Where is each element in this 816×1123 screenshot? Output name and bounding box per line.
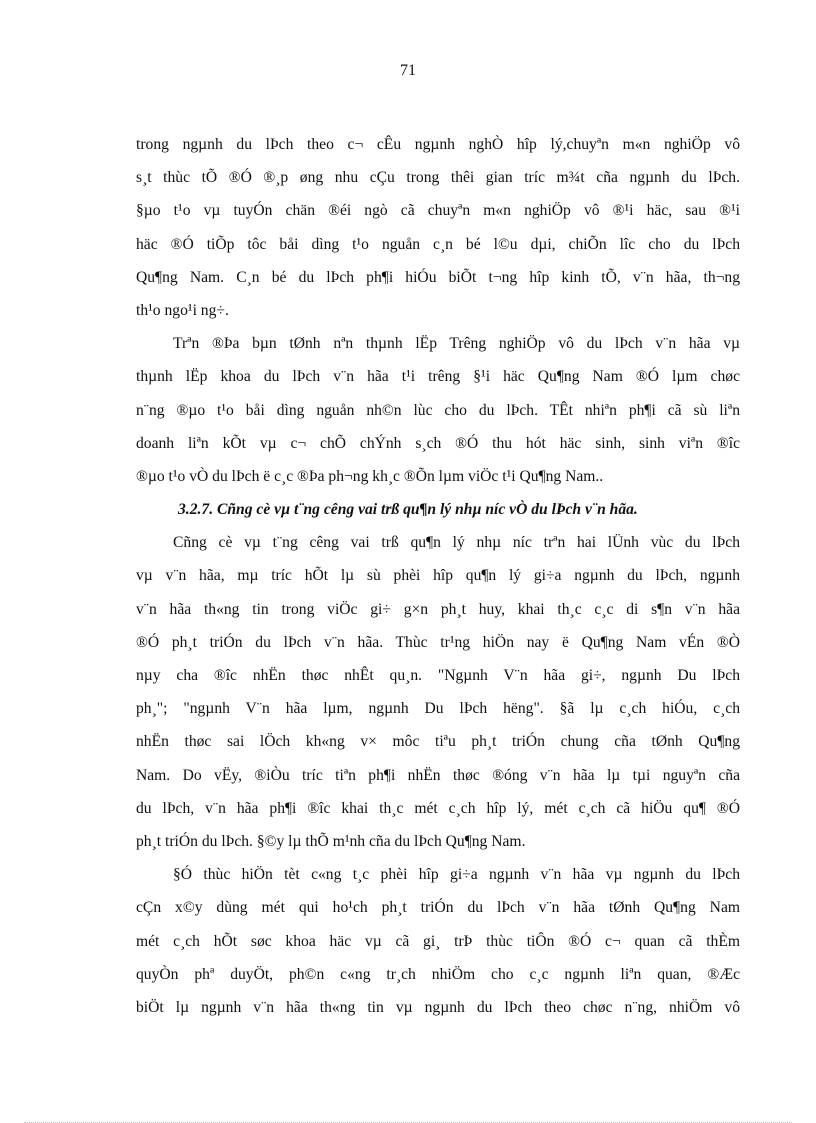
body-text [136, 128, 740, 1024]
paragraph [136, 128, 740, 327]
text-line: biÖt lµ ngµnh v¨n hãa th«ng tin vµ ngµnh du lÞch theo chøc n¨ng, nhiÖm vô [136, 998, 740, 1016]
text-line: Nam. Do vËy, ®iÒu tríc tiªn ph¶i nhËn thøc ®óng v¨n hãa lµ tµi nguyªn cña [136, 766, 740, 784]
text-line: ph¸"; "ngµnh V¨n hãa lµm, ngµnh Du lÞch hëng". §ã lµ c¸ch hiÓu, c¸ch [136, 700, 740, 718]
text-line: v¨n hãa th«ng tin trong viÖc gi÷ g×n ph¸t huy, khai th¸c c¸c di s¶n v¨n hãa [136, 600, 740, 618]
text-line: trong ngµnh du lÞch theo c¬ cÊu ngµnh nghÒ hîp lý,chuyªn m«n nghiÖp vô [136, 136, 740, 153]
text-line: quyÒn phª duyÖt, ph©n c«ng tr¸ch nhiÖm cho c¸c ngµnh liªn quan, ®Æc [136, 965, 740, 983]
paragraph [136, 526, 740, 858]
text-line: nµy cha ®îc nhËn thøc nhÊt qu¸n. "Ngµnh V¨n hãa gi÷, ngµnh Du lÞch [136, 667, 740, 684]
page-number: 71 [400, 62, 416, 79]
text-line: nhËn thøc sai lÖch kh«ng v× môc tiªu ph¸t triÓn chung cña tØnh Qu¶ng [136, 733, 740, 751]
text-line: vµ v¨n hãa, mµ tríc hÕt lµ sù phèi hîp qu¶n lý gi÷a ngµnh du lÞch, ngµnh [136, 567, 740, 585]
text-line: s¸t thùc tÕ ®Ó ®¸p øng nhu cÇu trong thêi gian tríc m¾t cña ngµnh du lÞch. [136, 169, 740, 187]
text-line: th¹o ngo¹i ng÷. [136, 301, 229, 319]
text-line: ph¸t triÓn du lÞch. §©y lµ thÕ m¹nh cña du lÞch Qu¶ng Nam. [136, 832, 526, 850]
text-line: doanh liªn kÕt vµ c¬ chÕ chÝnh s¸ch ®Ó thu hót häc sinh, sinh viªn ®îc [136, 434, 740, 452]
text-line: ®µo t¹o vÒ du lÞch ë c¸c ®Þa ph¬ng kh¸c ®Õn lµm viÖc t¹i Qu¶ng Nam.. [136, 467, 604, 485]
text-line: ®Ó ph¸t triÓn du lÞch v¨n hãa. Thùc tr¹ng hiÖn nay ë Qu¶ng Nam vÉn ®Ò [136, 633, 740, 651]
text-line: §Ó thùc hiÖn tèt c«ng t¸c phèi hîp gi÷a ngµnh v¨n hãa vµ ngµnh du lÞch [173, 866, 740, 884]
section-heading: 3.2.7. Cñng cè vµ t¨ng cêng vai trß qu¶n lý nhµ níc vÒ du lÞch v¨n hãa. [178, 501, 638, 519]
paragraph [136, 327, 740, 493]
text-line: Cñng cè vµ t¨ng cêng vai trß qu¶n lý nhµ níc trªn hai lÜnh vùc du lÞch [173, 534, 740, 552]
text-line: häc ®Ó tiÕp tôc båi dìng t¹o nguån c¸n bé l©u dµi, chiÕn lîc cho du lÞch [136, 235, 740, 253]
text-line: mét c¸ch hÕt søc khoa häc vµ cã gi¸ trÞ thùc tiÔn ®Ó c¬ quan cã thÈm [136, 932, 740, 950]
text-line: n¨ng ®µo t¹o båi dìng nguån nh©n lùc cho du lÞch. TÊt nhiªn ph¶i cã sù liªn [136, 401, 740, 419]
paragraph [136, 858, 740, 1024]
text-line: cÇn x©y dùng mét qui ho¹ch ph¸t triÓn du lÞch v¨n hãa tØnh Qu¶ng Nam [136, 899, 740, 917]
text-line: §µo t¹o vµ tuyÓn chän ®éi ngò cã chuyªn m«n nghiÖp vô ®¹i häc, sau ®¹i [136, 202, 740, 220]
text-line: du lÞch, v¨n hãa ph¶i ®îc khai th¸c mét c¸ch hîp lý, mét c¸ch cã hiÖu qu¶ ®Ó [136, 799, 740, 817]
text-line: Qu¶ng Nam. C¸n bé du lÞch ph¶i hiÓu biÕt t¬ng hîp kinh tÕ, v¨n hãa, th¬ng [136, 268, 740, 286]
text-line: Trªn ®Þa bµn tØnh nªn thµnh lËp Trêng nghiÖp vô du lÞch v¨n hãa vµ [173, 335, 740, 353]
text-line: thµnh lËp khoa du lÞch v¨n hãa t¹i trêng §¹i häc Qu¶ng Nam ®Ó lµm chøc [136, 368, 740, 386]
